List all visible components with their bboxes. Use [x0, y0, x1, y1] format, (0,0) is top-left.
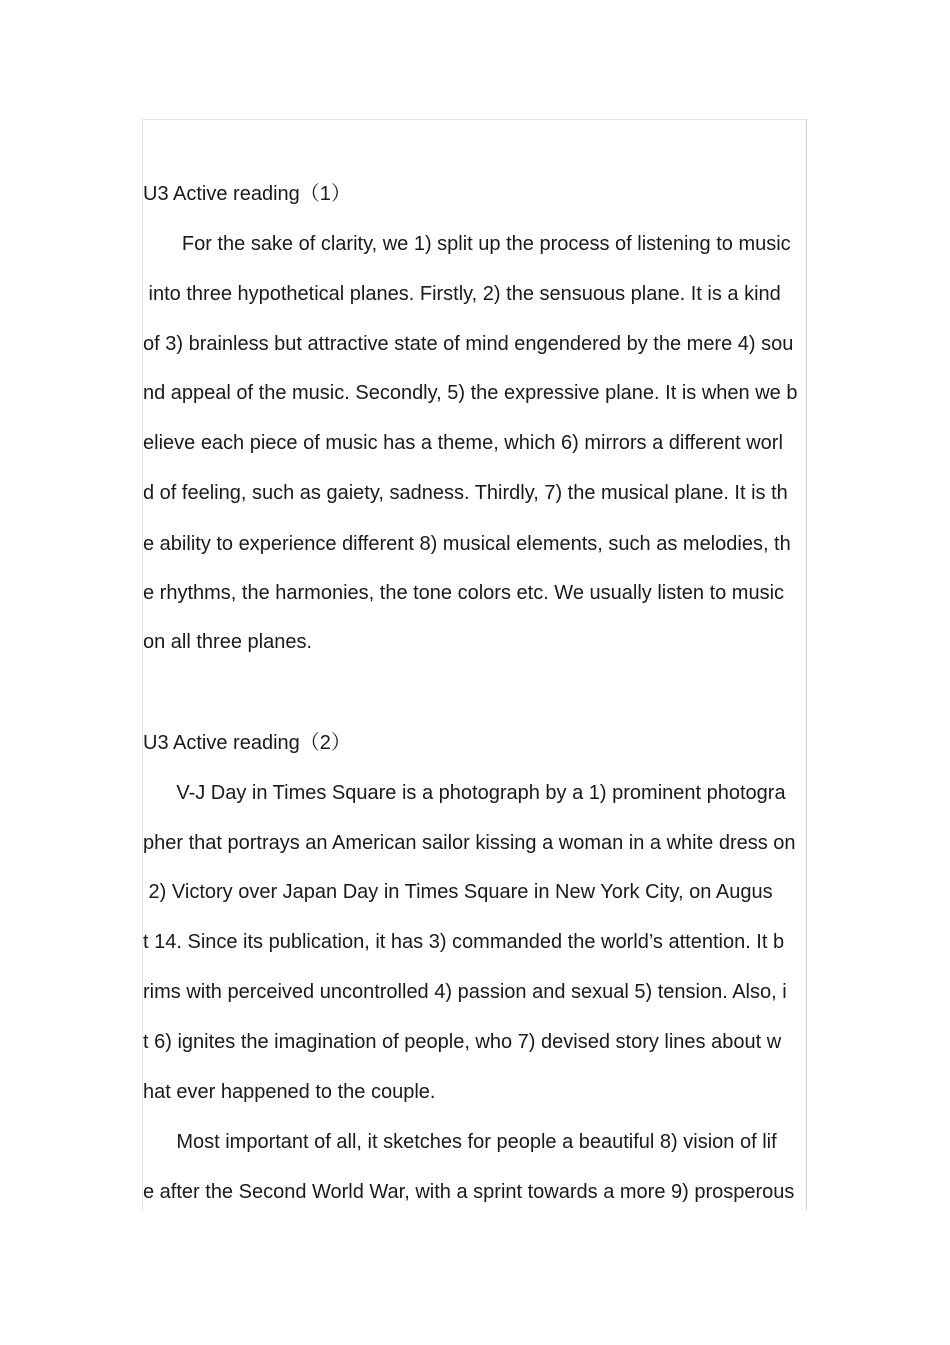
section-1-line: e ability to experience different 8) musical elements, such as melodies, th — [143, 533, 791, 555]
section-2-line: e after the Second World War, with a sprint towards a more 9) prosperous — [143, 1181, 795, 1203]
section-2-line: 2) Victory over Japan Day in Times Square in New York City, on Augus — [143, 881, 773, 903]
section-1-line: into three hypothetical planes. Firstly, 2) the sensuous plane. It is a kind — [143, 283, 781, 305]
section-2-line: Most important of all, it sketches for people a beautiful 8) vision of lif — [143, 1131, 777, 1153]
section-1-line: nd appeal of the music. Secondly, 5) the expressive plane. It is when we b — [143, 382, 798, 404]
section-1-line: elieve each piece of music has a theme, which 6) mirrors a different worl — [143, 432, 783, 454]
section-2-heading: U3 Active reading（2） — [143, 732, 351, 754]
section-1-line: e rhythms, the harmonies, the tone colors etc. We usually listen to music — [143, 582, 785, 604]
section-1-line: on all three planes. — [143, 631, 313, 653]
section-1-line: For the sake of clarity, we 1) split up the process of listening to music — [143, 233, 791, 255]
section-2-line: t 14. Since its publication, it has 3) commanded the world’s attention. It b — [143, 931, 785, 953]
section-1-heading: U3 Active reading（1） — [143, 183, 351, 205]
section-1-line: d of feeling, such as gaiety, sadness. Thirdly, 7) the musical plane. It is th — [143, 482, 788, 504]
section-2-line: V-J Day in Times Square is a photograph by a 1) prominent photogra — [143, 782, 786, 804]
section-2-line: t 6) ignites the imagination of people, who 7) devised story lines about w — [143, 1031, 782, 1053]
section-2-line: rims with perceived uncontrolled 4) passion and sexual 5) tension. Also, i — [143, 981, 787, 1003]
section-1-line: of 3) brainless but attractive state of mind engendered by the mere 4) sou — [143, 333, 794, 355]
section-2-line: pher that portrays an American sailor kissing a woman in a white dress on — [143, 832, 796, 854]
section-2-line: hat ever happened to the couple. — [143, 1081, 436, 1103]
